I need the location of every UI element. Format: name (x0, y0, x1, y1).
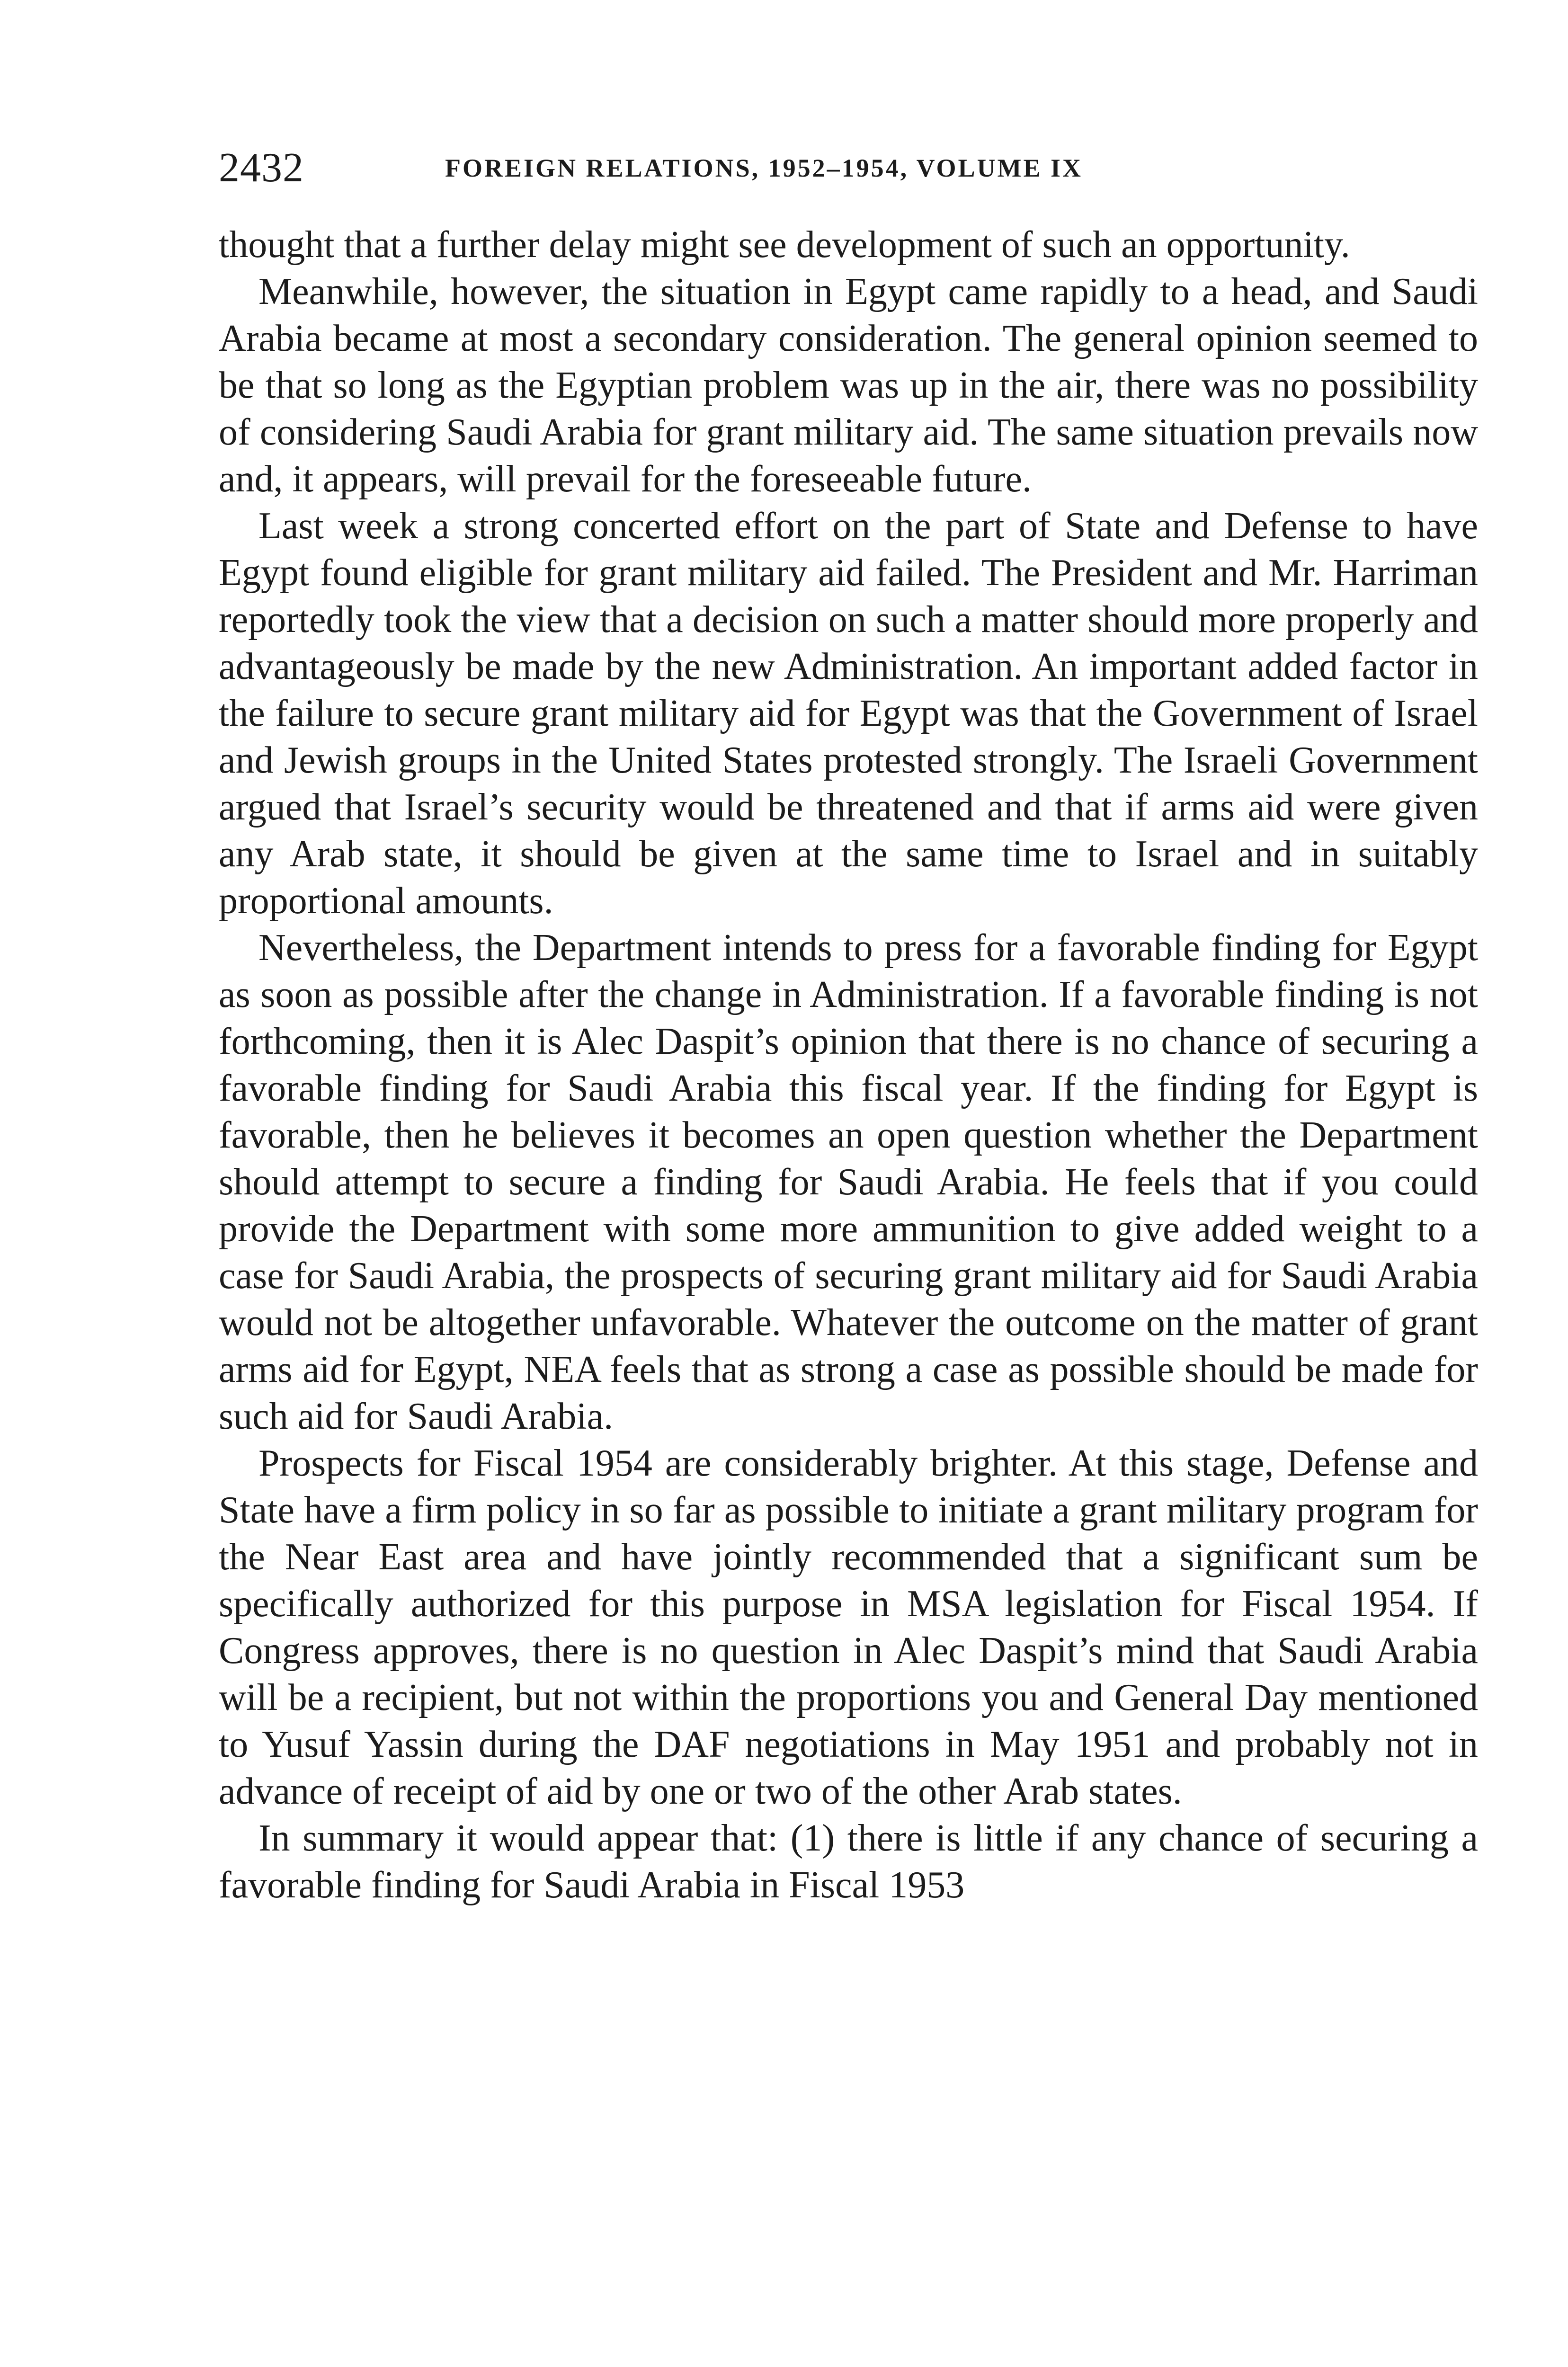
body-text (219, 222, 1478, 1909)
paragraph: Last week a strong concerted effort on the part of State and Defense to have Egypt found eligible for grant military aid failed. The President and Mr. Harriman reportedly took the view that a decision on such a matter should more properly and advantageously be made by the new Administration. An important added factor in the failure to secure grant military aid for Egypt was that the Government of Israel and Jewish groups in the United States protested strongly. The Israeli Government argued that Israel’s security would be threatened and that if arms aid were given any Arab state, it should be given at the same time to Israel and in suitably proportional amounts. (219, 505, 1478, 922)
running-title: FOREIGN RELATIONS, 1952–1954, VOLUME IX (445, 154, 1083, 182)
running-head (219, 142, 1473, 194)
paragraph: In summary it would appear that: (1) there is little if any chance of securing a favorable finding for Saudi Arabia in Fiscal 1953 (219, 1817, 1478, 1906)
paragraph: Nevertheless, the Department intends to press for a favorable finding for Egypt as soon as possible after the change in Administration. If a favorable finding is not forthcoming, then it is Alec Daspit’s opinion that there is no chance of securing a favorable finding for Saudi Arabia this fiscal year. If the finding for Egypt is favorable, then he believes it becomes an open question whether the Department should attempt to secure a finding for Saudi Arabia. He feels that if you could provide the Department with some more ammunition to give added weight to a case for Saudi Arabia, the prospects of securing grant military aid for Saudi Arabia would not be altogether unfavorable. Whatever the outcome on the matter of grant arms aid for Egypt, NEA feels that as strong a case as possible should be made for such aid for Saudi Arabia. (219, 927, 1478, 1437)
paragraph: Meanwhile, however, the situation in Egypt came rapidly to a head, and Saudi Arabia became at most a secondary consideration. The general opinion seemed to be that so long as the Egyptian problem was up in the air, there was no possibility of considering Saudi Arabia for grant military aid. The same situation prevails now and, it appears, will prevail for the foreseeable future. (219, 271, 1478, 500)
paragraph-continuation: thought that a further delay might see development of such an opportunity. (219, 224, 1350, 266)
paragraph: Prospects for Fiscal 1954 are considerably brighter. At this stage, Defense and State have a firm policy in so far as possible to initiate a grant military program for the Near East area and have jointly recommended that a significant sum be specifically authorized for this purpose in MSA legislation for Fiscal 1954. If Congress approves, there is no question in Alec Daspit’s mind that Saudi Arabia will be a recipient, but not within the proportions you and General Day mentioned to Yusuf Yassin during the DAF negotiations in May 1951 and probably not in advance of receipt of aid by one or two of the other Arab states. (219, 1442, 1478, 1812)
page-number: 2432 (219, 145, 304, 191)
